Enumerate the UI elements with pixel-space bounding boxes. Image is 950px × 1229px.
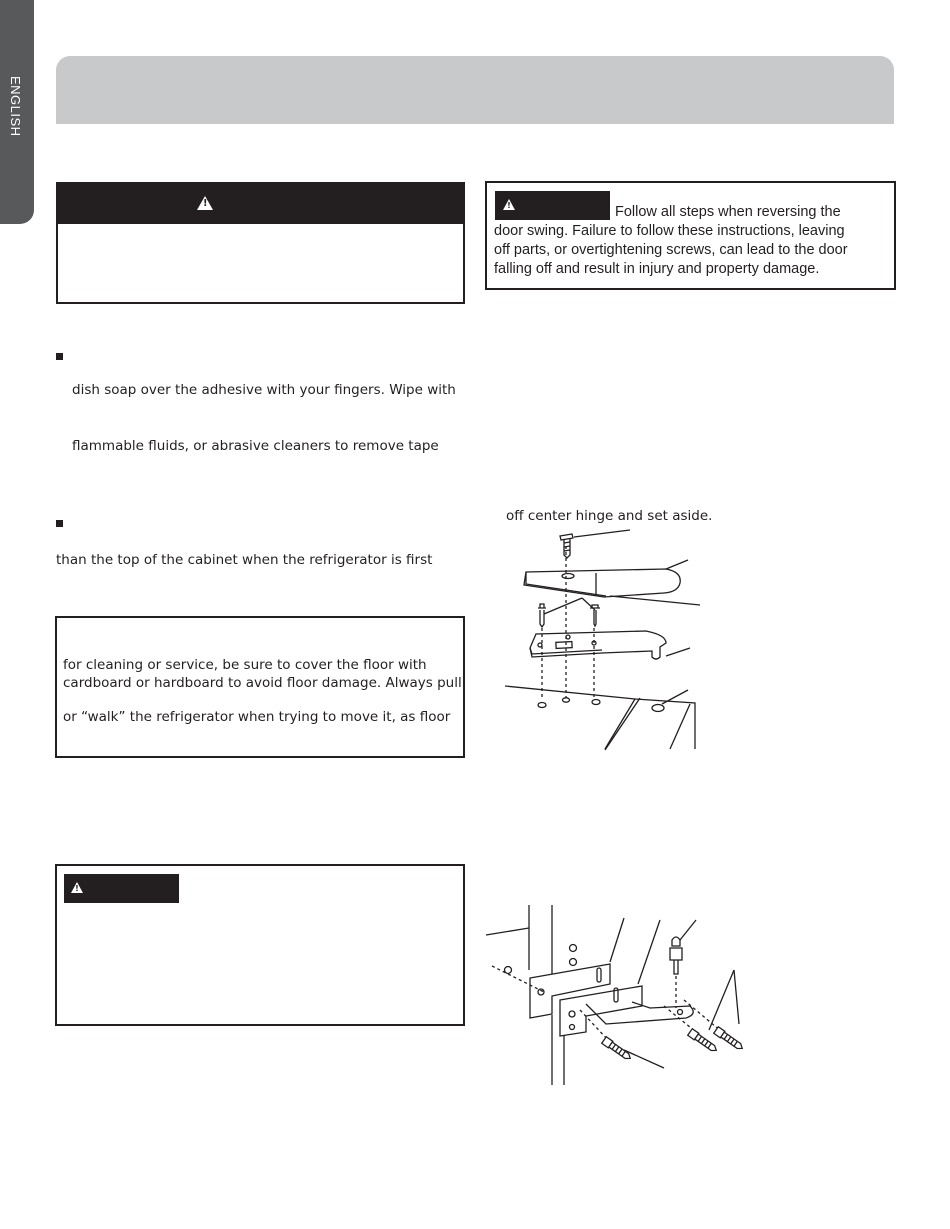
top-hinge-illustration [490,528,710,750]
bottom-hinge-illustration [484,900,754,1086]
warning-icon: ! [197,196,213,210]
warning-text-line: off parts, or overtightening screws, can lead to the door [494,242,848,258]
body-text-line: dish soap over the adhesive with your fingers. Wipe with [72,382,456,398]
warning-text-line: door swing. Failure to follow these instructions, leaving [494,223,845,239]
language-tab-label: ENGLISH [8,76,23,137]
note-text-line: for cleaning or service, be sure to cover the floor with [63,657,427,673]
language-tab [0,0,34,224]
note-text-line: or “walk” the refrigerator when trying to move it, as floor [63,709,451,725]
warning-label-badge [495,191,610,220]
bullet-marker [56,353,63,360]
warning-box-header [58,184,463,224]
warning-label-badge [64,874,179,903]
note-box [55,616,465,758]
body-text-line: flammable fluids, or abrasive cleaners to remove tape [72,438,439,454]
warning-icon: ! [503,199,515,210]
warning-text-line: falling off and result in injury and property damage. [494,261,820,277]
warning-icon: ! [71,882,83,893]
bullet-marker [56,520,63,527]
section-header-bar [56,56,894,124]
warning-box-lower [55,864,465,1026]
warning-box-right [485,181,896,290]
warning-text-first-line: Follow all steps when reversing the [615,204,841,220]
warning-box-left [56,182,465,304]
body-text-line: than the top of the cabinet when the refrigerator is first [56,552,433,568]
hinge-caption: off center hinge and set aside. [506,508,713,524]
note-text-line: cardboard or hardboard to avoid floor damage. Always pull [63,675,462,691]
